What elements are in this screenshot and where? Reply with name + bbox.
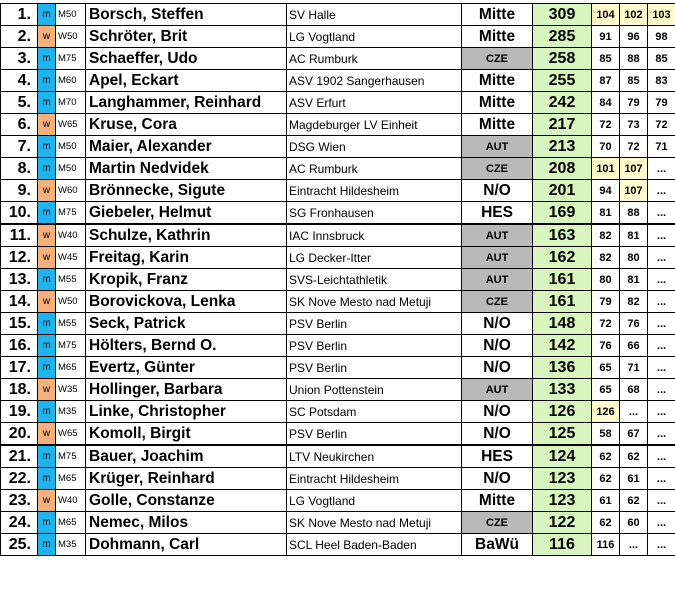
score-1-cell: 85: [592, 48, 620, 70]
score-1-cell: 94: [592, 180, 620, 202]
rank-cell: 13.: [1, 269, 38, 291]
table-row: [1, 401, 675, 423]
table-row: [1, 224, 675, 247]
sex-cell: w: [38, 490, 56, 512]
sex-cell: m: [38, 512, 56, 534]
points-cell: 148: [533, 313, 592, 335]
region-cell: N/O: [462, 401, 533, 423]
score-1-cell: 62: [592, 468, 620, 490]
sex-cell: m: [38, 136, 56, 158]
rank-cell: 12.: [1, 247, 38, 269]
sex-cell: m: [38, 313, 56, 335]
points-cell: 133: [533, 379, 592, 401]
sex-cell: m: [38, 70, 56, 92]
club-cell: DSG Wien: [287, 136, 462, 158]
score-1-cell: 91: [592, 26, 620, 48]
club-cell: PSV Berlin: [287, 335, 462, 357]
score-2-cell: 82: [620, 291, 648, 313]
club-cell: AC Rumburk: [287, 158, 462, 180]
score-3-cell: ...: [648, 534, 675, 556]
score-1-cell: 61: [592, 490, 620, 512]
age-class-cell: W65: [56, 423, 86, 446]
age-class-cell: W35: [56, 379, 86, 401]
table-row: [1, 445, 675, 468]
club-cell: IAC Innsbruck: [287, 224, 462, 247]
age-class-cell: M65: [56, 468, 86, 490]
region-cell: CZE: [462, 512, 533, 534]
region-cell: CZE: [462, 291, 533, 313]
score-2-cell: 88: [620, 48, 648, 70]
score-2-cell: 72: [620, 136, 648, 158]
score-1-cell: 76: [592, 335, 620, 357]
age-class-cell: M55: [56, 313, 86, 335]
rank-cell: 5.: [1, 92, 38, 114]
score-3-cell: ...: [648, 490, 675, 512]
club-cell: LG Vogtland: [287, 26, 462, 48]
score-2-cell: 107: [620, 158, 648, 180]
region-cell: Mitte: [462, 92, 533, 114]
rank-cell: 25.: [1, 534, 38, 556]
age-class-cell: M65: [56, 357, 86, 379]
score-3-cell: ...: [648, 401, 675, 423]
age-class-cell: M75: [56, 48, 86, 70]
score-3-cell: 71: [648, 136, 675, 158]
points-cell: 309: [533, 4, 592, 26]
region-cell: HES: [462, 202, 533, 225]
sex-cell: m: [38, 202, 56, 225]
score-2-cell: 107: [620, 180, 648, 202]
club-cell: LG Decker-Itter: [287, 247, 462, 269]
points-cell: 136: [533, 357, 592, 379]
score-2-cell: ...: [620, 401, 648, 423]
score-2-cell: 66: [620, 335, 648, 357]
region-cell: CZE: [462, 48, 533, 70]
points-cell: 285: [533, 26, 592, 48]
sex-cell: m: [38, 534, 56, 556]
score-2-cell: 81: [620, 269, 648, 291]
region-cell: N/O: [462, 180, 533, 202]
score-3-cell: ...: [648, 335, 675, 357]
score-1-cell: 79: [592, 291, 620, 313]
athlete-name-cell: Krüger, Reinhard: [86, 468, 287, 490]
sex-cell: w: [38, 180, 56, 202]
athlete-name-cell: Borovickova, Lenka: [86, 291, 287, 313]
region-cell: BaWü: [462, 534, 533, 556]
table-row: [1, 48, 675, 70]
table-row: [1, 423, 675, 446]
club-cell: PSV Berlin: [287, 423, 462, 446]
points-cell: 123: [533, 490, 592, 512]
score-1-cell: 70: [592, 136, 620, 158]
athlete-name-cell: Nemec, Milos: [86, 512, 287, 534]
score-1-cell: 82: [592, 224, 620, 247]
rank-cell: 9.: [1, 180, 38, 202]
sex-cell: m: [38, 158, 56, 180]
points-cell: 116: [533, 534, 592, 556]
region-cell: Mitte: [462, 4, 533, 26]
score-2-cell: 81: [620, 224, 648, 247]
score-3-cell: ...: [648, 512, 675, 534]
rank-cell: 3.: [1, 48, 38, 70]
table-row: [1, 26, 675, 48]
age-class-cell: W50: [56, 291, 86, 313]
athlete-name-cell: Apel, Eckart: [86, 70, 287, 92]
points-cell: 255: [533, 70, 592, 92]
club-cell: ASV Erfurt: [287, 92, 462, 114]
region-cell: Mitte: [462, 26, 533, 48]
score-1-cell: 65: [592, 357, 620, 379]
score-1-cell: 104: [592, 4, 620, 26]
age-class-cell: M35: [56, 401, 86, 423]
club-cell: PSV Berlin: [287, 313, 462, 335]
age-class-cell: W40: [56, 224, 86, 247]
athlete-name-cell: Hollinger, Barbara: [86, 379, 287, 401]
table-row: [1, 291, 675, 313]
rank-cell: 11.: [1, 224, 38, 247]
score-2-cell: 62: [620, 445, 648, 468]
rank-cell: 1.: [1, 4, 38, 26]
score-1-cell: 84: [592, 92, 620, 114]
athlete-name-cell: Langhammer, Reinhard: [86, 92, 287, 114]
sex-cell: m: [38, 401, 56, 423]
region-cell: N/O: [462, 335, 533, 357]
score-2-cell: 96: [620, 26, 648, 48]
rank-cell: 19.: [1, 401, 38, 423]
athlete-name-cell: Kruse, Cora: [86, 114, 287, 136]
club-cell: Eintracht Hildesheim: [287, 468, 462, 490]
score-1-cell: 62: [592, 512, 620, 534]
club-cell: SK Nove Mesto nad Metuji: [287, 512, 462, 534]
rank-cell: 7.: [1, 136, 38, 158]
sex-cell: w: [38, 423, 56, 446]
region-cell: N/O: [462, 468, 533, 490]
age-class-cell: W40: [56, 490, 86, 512]
score-1-cell: 126: [592, 401, 620, 423]
age-class-cell: M70: [56, 92, 86, 114]
sex-cell: w: [38, 114, 56, 136]
region-cell: AUT: [462, 269, 533, 291]
table-row: [1, 180, 675, 202]
table-row: [1, 512, 675, 534]
age-class-cell: M35: [56, 534, 86, 556]
points-cell: 242: [533, 92, 592, 114]
table-row: [1, 136, 675, 158]
rank-cell: 8.: [1, 158, 38, 180]
score-2-cell: 61: [620, 468, 648, 490]
region-cell: AUT: [462, 136, 533, 158]
table-row: [1, 269, 675, 291]
athlete-name-cell: Martin Nedvidek: [86, 158, 287, 180]
table-row: [1, 490, 675, 512]
rank-cell: 21.: [1, 445, 38, 468]
rank-cell: 16.: [1, 335, 38, 357]
athlete-name-cell: Dohmann, Carl: [86, 534, 287, 556]
rank-cell: 24.: [1, 512, 38, 534]
athlete-name-cell: Maier, Alexander: [86, 136, 287, 158]
score-3-cell: ...: [648, 202, 675, 225]
table-row: [1, 357, 675, 379]
points-cell: 258: [533, 48, 592, 70]
score-2-cell: ...: [620, 534, 648, 556]
athlete-name-cell: Komoll, Birgit: [86, 423, 287, 446]
sex-cell: m: [38, 4, 56, 26]
score-2-cell: 62: [620, 490, 648, 512]
sex-cell: m: [38, 269, 56, 291]
sex-cell: m: [38, 468, 56, 490]
table-row: [1, 4, 675, 26]
sex-cell: m: [38, 357, 56, 379]
sex-cell: w: [38, 247, 56, 269]
age-class-cell: M60: [56, 70, 86, 92]
sex-cell: w: [38, 26, 56, 48]
score-2-cell: 80: [620, 247, 648, 269]
score-1-cell: 81: [592, 202, 620, 225]
score-1-cell: 82: [592, 247, 620, 269]
score-3-cell: ...: [648, 379, 675, 401]
age-class-cell: W65: [56, 114, 86, 136]
score-1-cell: 72: [592, 114, 620, 136]
score-3-cell: ...: [648, 224, 675, 247]
points-cell: 169: [533, 202, 592, 225]
points-cell: 208: [533, 158, 592, 180]
score-2-cell: 60: [620, 512, 648, 534]
points-cell: 142: [533, 335, 592, 357]
club-cell: LG Vogtland: [287, 490, 462, 512]
sex-cell: w: [38, 224, 56, 247]
score-1-cell: 72: [592, 313, 620, 335]
athlete-name-cell: Schröter, Brit: [86, 26, 287, 48]
points-cell: 162: [533, 247, 592, 269]
sex-cell: m: [38, 48, 56, 70]
results-table: [0, 3, 675, 556]
score-2-cell: 76: [620, 313, 648, 335]
score-3-cell: ...: [648, 313, 675, 335]
athlete-name-cell: Evertz, Günter: [86, 357, 287, 379]
athlete-name-cell: Hölters, Bernd O.: [86, 335, 287, 357]
score-1-cell: 80: [592, 269, 620, 291]
region-cell: HES: [462, 445, 533, 468]
score-3-cell: ...: [648, 357, 675, 379]
region-cell: N/O: [462, 313, 533, 335]
rank-cell: 17.: [1, 357, 38, 379]
score-3-cell: ...: [648, 180, 675, 202]
table-row: [1, 313, 675, 335]
age-class-cell: M65: [56, 512, 86, 534]
sex-cell: m: [38, 335, 56, 357]
athlete-name-cell: Freitag, Karin: [86, 247, 287, 269]
table-row: [1, 468, 675, 490]
club-cell: SK Nove Mesto nad Metuji: [287, 291, 462, 313]
age-class-cell: M50: [56, 158, 86, 180]
rank-cell: 2.: [1, 26, 38, 48]
points-cell: 126: [533, 401, 592, 423]
score-3-cell: 98: [648, 26, 675, 48]
score-1-cell: 116: [592, 534, 620, 556]
club-cell: LTV Neukirchen: [287, 445, 462, 468]
club-cell: PSV Berlin: [287, 357, 462, 379]
score-2-cell: 85: [620, 70, 648, 92]
score-3-cell: 85: [648, 48, 675, 70]
points-cell: 124: [533, 445, 592, 468]
age-class-cell: W60: [56, 180, 86, 202]
rank-cell: 10.: [1, 202, 38, 225]
points-cell: 125: [533, 423, 592, 446]
score-3-cell: ...: [648, 269, 675, 291]
sex-cell: w: [38, 291, 56, 313]
age-class-cell: M75: [56, 202, 86, 225]
region-cell: AUT: [462, 379, 533, 401]
score-1-cell: 87: [592, 70, 620, 92]
athlete-name-cell: Giebeler, Helmut: [86, 202, 287, 225]
score-2-cell: 71: [620, 357, 648, 379]
athlete-name-cell: Seck, Patrick: [86, 313, 287, 335]
rank-cell: 14.: [1, 291, 38, 313]
age-class-cell: M75: [56, 445, 86, 468]
table-row: [1, 534, 675, 556]
age-class-cell: M50: [56, 136, 86, 158]
score-3-cell: 103: [648, 4, 675, 26]
sex-cell: m: [38, 92, 56, 114]
region-cell: AUT: [462, 224, 533, 247]
club-cell: SV Halle: [287, 4, 462, 26]
rank-cell: 18.: [1, 379, 38, 401]
age-class-cell: W45: [56, 247, 86, 269]
score-1-cell: 65: [592, 379, 620, 401]
table-row: [1, 70, 675, 92]
athlete-name-cell: Brönnecke, Sigute: [86, 180, 287, 202]
sex-cell: m: [38, 445, 56, 468]
rank-cell: 23.: [1, 490, 38, 512]
region-cell: Mitte: [462, 70, 533, 92]
points-cell: 217: [533, 114, 592, 136]
club-cell: SCL Heel Baden-Baden: [287, 534, 462, 556]
points-cell: 201: [533, 180, 592, 202]
points-cell: 161: [533, 291, 592, 313]
table-row: [1, 379, 675, 401]
score-2-cell: 79: [620, 92, 648, 114]
rank-cell: 22.: [1, 468, 38, 490]
score-3-cell: ...: [648, 158, 675, 180]
athlete-name-cell: Schulze, Kathrin: [86, 224, 287, 247]
athlete-name-cell: Kropik, Franz: [86, 269, 287, 291]
score-3-cell: ...: [648, 247, 675, 269]
points-cell: 123: [533, 468, 592, 490]
score-1-cell: 62: [592, 445, 620, 468]
points-cell: 213: [533, 136, 592, 158]
score-3-cell: ...: [648, 445, 675, 468]
athlete-name-cell: Golle, Constanze: [86, 490, 287, 512]
score-3-cell: ...: [648, 291, 675, 313]
table-row: [1, 247, 675, 269]
athlete-name-cell: Borsch, Steffen: [86, 4, 287, 26]
region-cell: N/O: [462, 423, 533, 446]
sex-cell: w: [38, 379, 56, 401]
score-1-cell: 101: [592, 158, 620, 180]
club-cell: Magdeburger LV Einheit: [287, 114, 462, 136]
club-cell: Eintracht Hildesheim: [287, 180, 462, 202]
athlete-name-cell: Bauer, Joachim: [86, 445, 287, 468]
region-cell: N/O: [462, 357, 533, 379]
score-2-cell: 73: [620, 114, 648, 136]
table-row: [1, 92, 675, 114]
age-class-cell: M55: [56, 269, 86, 291]
club-cell: SG Fronhausen: [287, 202, 462, 225]
rank-cell: 15.: [1, 313, 38, 335]
rank-cell: 20.: [1, 423, 38, 446]
score-1-cell: 58: [592, 423, 620, 446]
club-cell: Union Pottenstein: [287, 379, 462, 401]
points-cell: 161: [533, 269, 592, 291]
score-2-cell: 67: [620, 423, 648, 446]
rank-cell: 6.: [1, 114, 38, 136]
age-class-cell: M75: [56, 335, 86, 357]
age-class-cell: W50: [56, 26, 86, 48]
club-cell: SC Potsdam: [287, 401, 462, 423]
table-row: [1, 202, 675, 225]
age-class-cell: M50: [56, 4, 86, 26]
points-cell: 122: [533, 512, 592, 534]
score-3-cell: 79: [648, 92, 675, 114]
table-row: [1, 158, 675, 180]
region-cell: AUT: [462, 247, 533, 269]
score-2-cell: 68: [620, 379, 648, 401]
club-cell: AC Rumburk: [287, 48, 462, 70]
rank-cell: 4.: [1, 70, 38, 92]
points-cell: 163: [533, 224, 592, 247]
region-cell: CZE: [462, 158, 533, 180]
club-cell: SVS-Leichtathletik: [287, 269, 462, 291]
score-2-cell: 88: [620, 202, 648, 225]
score-2-cell: 102: [620, 4, 648, 26]
athlete-name-cell: Linke, Christopher: [86, 401, 287, 423]
score-3-cell: ...: [648, 423, 675, 446]
athlete-name-cell: Schaeffer, Udo: [86, 48, 287, 70]
score-3-cell: 72: [648, 114, 675, 136]
table-row: [1, 114, 675, 136]
table-row: [1, 335, 675, 357]
score-3-cell: 83: [648, 70, 675, 92]
club-cell: ASV 1902 Sangerhausen: [287, 70, 462, 92]
region-cell: Mitte: [462, 490, 533, 512]
region-cell: Mitte: [462, 114, 533, 136]
score-3-cell: ...: [648, 468, 675, 490]
